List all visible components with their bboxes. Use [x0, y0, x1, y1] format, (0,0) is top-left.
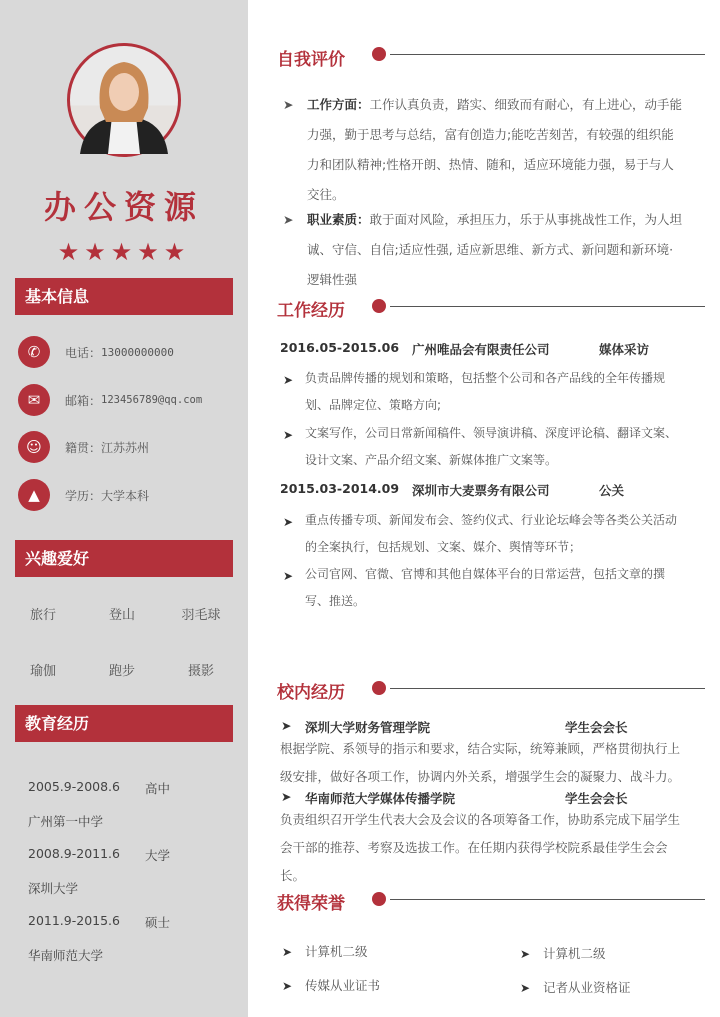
bullet-arrow: ➤ — [520, 981, 531, 995]
bullet-arrow: ➤ — [283, 97, 294, 112]
contact-value: 123456789@qq.com — [101, 394, 203, 406]
bullet-arrow: ➤ — [283, 569, 294, 583]
job-duty: 公司官网、官微、官博和其他自媒体平台的日常运营，包括文章的撰写、推送。 — [305, 567, 666, 608]
item-label: 职业素质： — [307, 212, 370, 227]
candidate-name: 办公资源 — [43, 188, 204, 226]
campus-org: 深圳大学财务管理学院 — [305, 720, 431, 735]
section-divider — [390, 899, 705, 900]
contact-email — [18, 384, 202, 416]
job-company: 深圳市大麦票务有限公司 — [412, 483, 550, 498]
edu-school: 深圳大学 — [28, 881, 79, 896]
honor-item: 计算机二级 — [305, 944, 368, 959]
bullet-arrow: ➤ — [282, 945, 293, 959]
honor-item: 记者从业资格证 — [543, 980, 631, 995]
section-dot — [372, 299, 386, 313]
section-divider — [390, 306, 705, 307]
mail-icon: ✉ — [18, 384, 50, 416]
avatar — [67, 43, 181, 157]
hobby-item: 摄影 — [187, 664, 214, 679]
item-text: 敢于面对风险，承担压力，乐于从事挑战性工作，为人坦诚、守信、自信;适应性强, 适应新思维、新方式、新问题和新环境·逻辑性强 — [307, 212, 683, 287]
contact-label: 邮箱： — [65, 393, 102, 408]
item-label: 工作方面： — [307, 97, 370, 112]
contact-value: 大学本科 — [101, 488, 150, 503]
contact-label: 学历： — [65, 488, 102, 503]
job-duty: 文案写作，公司日常新闻稿件、领导演讲稿、深度评论稿、翻译文案、设计文案、产品介绍文案、新媒体推广文案等。 — [305, 426, 678, 467]
campus-desc: 根据学院、系领导的指示和要求，结合实际，统筹兼顾，严格贯彻执行上级安排，做好各项工作，协调内外关系，增强学生会的凝聚力、战斗力。 — [280, 741, 681, 784]
bullet-arrow: ➤ — [281, 718, 292, 733]
job-period: 2016.05-2015.06 — [280, 340, 400, 355]
bullet-arrow: ➤ — [283, 515, 294, 529]
item-text: 工作认真负责，踏实、细致而有耐心，有上进心，动手能力强，勤于思考与总结，富有创造力;能吃苦刻苦，有较强的组织能力和团队精神;性格开朗、热情、随和，适应环境能力强，易于与人交往。 — [307, 97, 683, 202]
basic-info-header: 基本信息 — [15, 278, 233, 315]
edu-school: 华南师范大学 — [28, 948, 104, 963]
contact-value: 13000000000 — [101, 345, 174, 359]
edu-school: 广州第一中学 — [28, 814, 104, 829]
contact-value: 江苏苏州 — [101, 440, 150, 455]
contact-phone — [18, 336, 174, 368]
graduation-cap-icon: ▲ — [18, 479, 50, 511]
edu-level: 硕士 — [145, 915, 171, 930]
education-header: 教育经历 — [15, 705, 233, 742]
campus-org: 华南师范大学媒体传播学院 — [305, 791, 456, 806]
work-title: 工作经历 — [277, 301, 345, 321]
self-eval-item — [307, 90, 685, 210]
bullet-arrow: ➤ — [283, 428, 294, 442]
rating-stars: ★★★★★ — [57, 238, 191, 266]
campus-role: 学生会会长 — [565, 720, 628, 735]
hobby-item: 瑜伽 — [29, 664, 56, 679]
edu-level: 高中 — [145, 781, 171, 796]
self-eval-item — [307, 205, 685, 287]
edu-period: 2005.9-2008.6 — [28, 779, 120, 794]
job-role: 媒体采访 — [599, 342, 650, 357]
bullet-arrow: ➤ — [283, 373, 294, 387]
bullet-arrow: ➤ — [281, 789, 292, 804]
section-divider — [390, 54, 705, 55]
honors-title: 获得荣誉 — [277, 894, 345, 914]
job-role: 公关 — [599, 483, 625, 498]
job-company: 广州唯品会有限责任公司 — [412, 342, 550, 357]
contact-label: 电话： — [65, 345, 102, 360]
hobby-item: 跑步 — [108, 664, 135, 679]
contact-label: 籍贯： — [65, 440, 102, 455]
job-duty: 负责品牌传播的规划和策略，包括整个公司和各产品线的全年传播规划、品牌定位、策略方向; — [305, 371, 666, 412]
edu-level: 大学 — [145, 848, 171, 863]
edu-period: 2008.9-2011.6 — [28, 846, 120, 861]
bullet-arrow: ➤ — [282, 979, 293, 993]
section-dot — [372, 681, 386, 695]
hobby-item: 旅行 — [29, 608, 56, 623]
hobby-item: 羽毛球 — [181, 608, 221, 623]
self-eval-title: 自我评价 — [277, 50, 345, 70]
hobbies-header: 兴趣爱好 — [15, 540, 233, 577]
bullet-arrow: ➤ — [520, 947, 531, 961]
campus-title: 校内经历 — [277, 683, 345, 703]
person-icon: ☺ — [18, 431, 50, 463]
contact-hometown — [18, 431, 149, 463]
section-divider — [390, 688, 705, 689]
job-duty: 重点传播专项、新闻发布会、签约仪式、行业论坛峰会等各类公关活动的全案执行，包括规划、文案、媒介、舆情等环节； — [305, 513, 678, 554]
honor-item: 传媒从业证书 — [305, 978, 381, 993]
edu-period: 2011.9-2015.6 — [28, 913, 120, 928]
contact-degree — [18, 479, 149, 511]
job-period: 2015.03-2014.09 — [280, 481, 400, 496]
phone-icon: ✆ — [18, 336, 50, 368]
honor-item: 计算机二级 — [543, 946, 606, 961]
section-dot — [372, 47, 386, 61]
campus-role: 学生会会长 — [565, 791, 628, 806]
section-dot — [372, 892, 386, 906]
hobby-item: 登山 — [108, 608, 135, 623]
bullet-arrow: ➤ — [283, 212, 294, 227]
campus-desc: 负责组织召开学生代表大会及会议的各项筹备工作，协助系完成下届学生会干部的推荐、考察及选拔工作。在任期内获得学校院系最佳学生会会长。 — [280, 812, 681, 883]
